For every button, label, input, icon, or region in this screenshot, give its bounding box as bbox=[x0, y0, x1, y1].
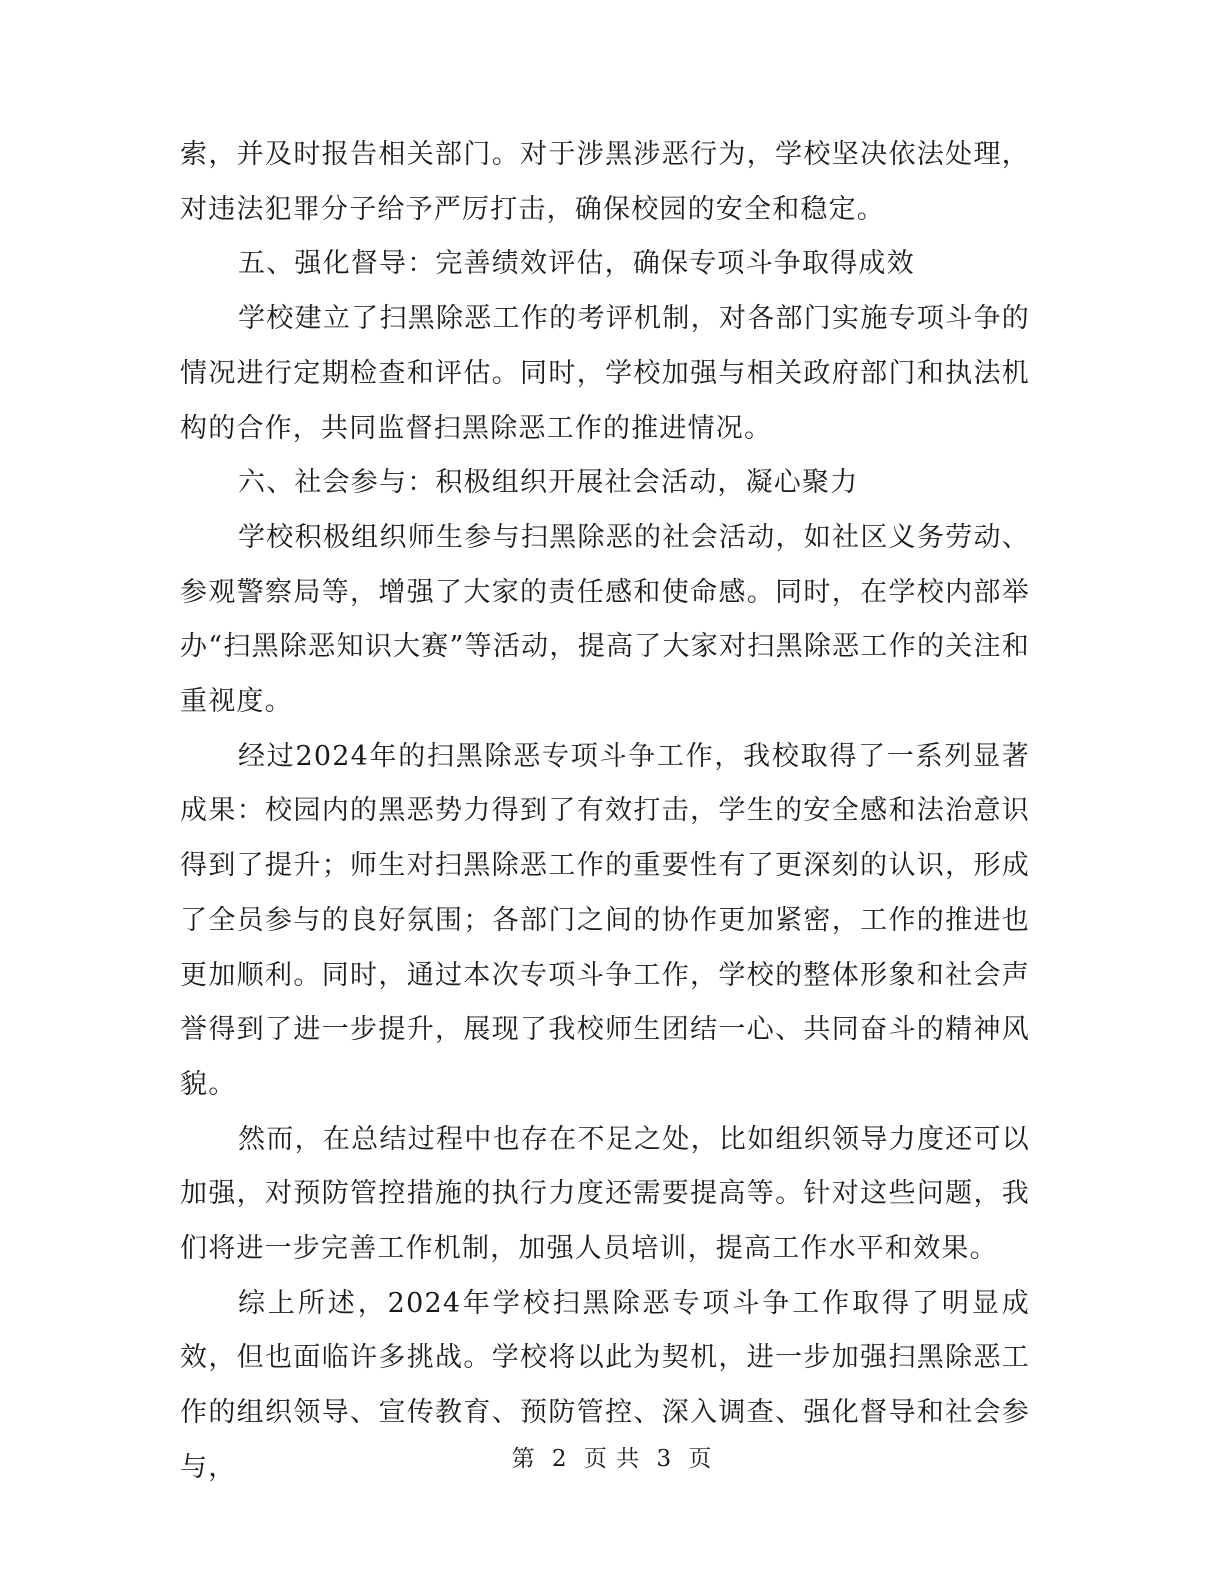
paragraph-shortcomings: 然而，在总结过程中也存在不足之处，比如组织领导力度还可以加强，对预防管控措施的执行力度还需要提高等。针对这些问题，我们将进一步完善工作机制，加强人员培训，提高工作水平和效果。 bbox=[180, 1123, 1030, 1265]
footer-page-number: 2 bbox=[551, 1446, 568, 1472]
paragraph-continued: 索，并及时报告相关部门。对于涉黑涉恶行为，学校坚决依法处理，对违法犯罪分子给予严厉打击，确保校园的安全和稳定。 bbox=[180, 139, 1030, 225]
paragraph-social-participation: 学校积极组织师生参与扫黑除恶的社会活动，如社区义务劳动、参观警察局等，增强了大家的责任感和使命感。同时，在学校内部举办“扫黑除恶知识大赛”等活动，提高了大家对扫黑除恶工作的关注和重视度。 bbox=[180, 521, 1030, 718]
section-heading-6: 六、社会参与：积极组织开展社会活动，凝心聚力 bbox=[238, 467, 859, 499]
document-body bbox=[180, 128, 1030, 1496]
page-footer bbox=[0, 1440, 1224, 1473]
section-heading-5: 五、强化督导：完善绩效评估，确保专项斗争取得成效 bbox=[238, 248, 915, 280]
footer-suffix: 页 bbox=[688, 1446, 713, 1472]
footer-prefix: 第 bbox=[511, 1446, 536, 1472]
footer-total-pages: 3 bbox=[656, 1446, 673, 1472]
paragraph-achievements: 经过2024年的扫黑除恶专项斗争工作，我校取得了一系列显著成果：校园内的黑恶势力得到了有效打击，学生的安全感和法治意识得到了提升；师生对扫黑除恶工作的重要性有了更深刻的认识，形成了全员参与的良好氛围；各部门之间的协作更加紧密，工作的推进也更加顺利。同时，通过本次专项斗争工作，学校的整体形象和社会声誉得到了进一步提升，展现了我校师生团结一心、共同奋斗的精神风貌。 bbox=[180, 740, 1030, 1100]
paragraph-conclusion: 综上所述，2024年学校扫黑除恶专项斗争工作取得了明显成效，但也面临许多挑战。学校将以此为契机，进一步加强扫黑除恶工作的组织领导、宣传教育、预防管控、深入调查、强化督导和社会参与， bbox=[180, 1287, 1030, 1483]
footer-middle: 页 共 bbox=[583, 1446, 641, 1472]
paragraph-supervision: 学校建立了扫黑除恶工作的考评机制，对各部门实施专项斗争的情况进行定期检查和评估。同时，学校加强与相关政府部门和执法机构的合作，共同监督扫黑除恶工作的推进情况。 bbox=[180, 303, 1030, 444]
